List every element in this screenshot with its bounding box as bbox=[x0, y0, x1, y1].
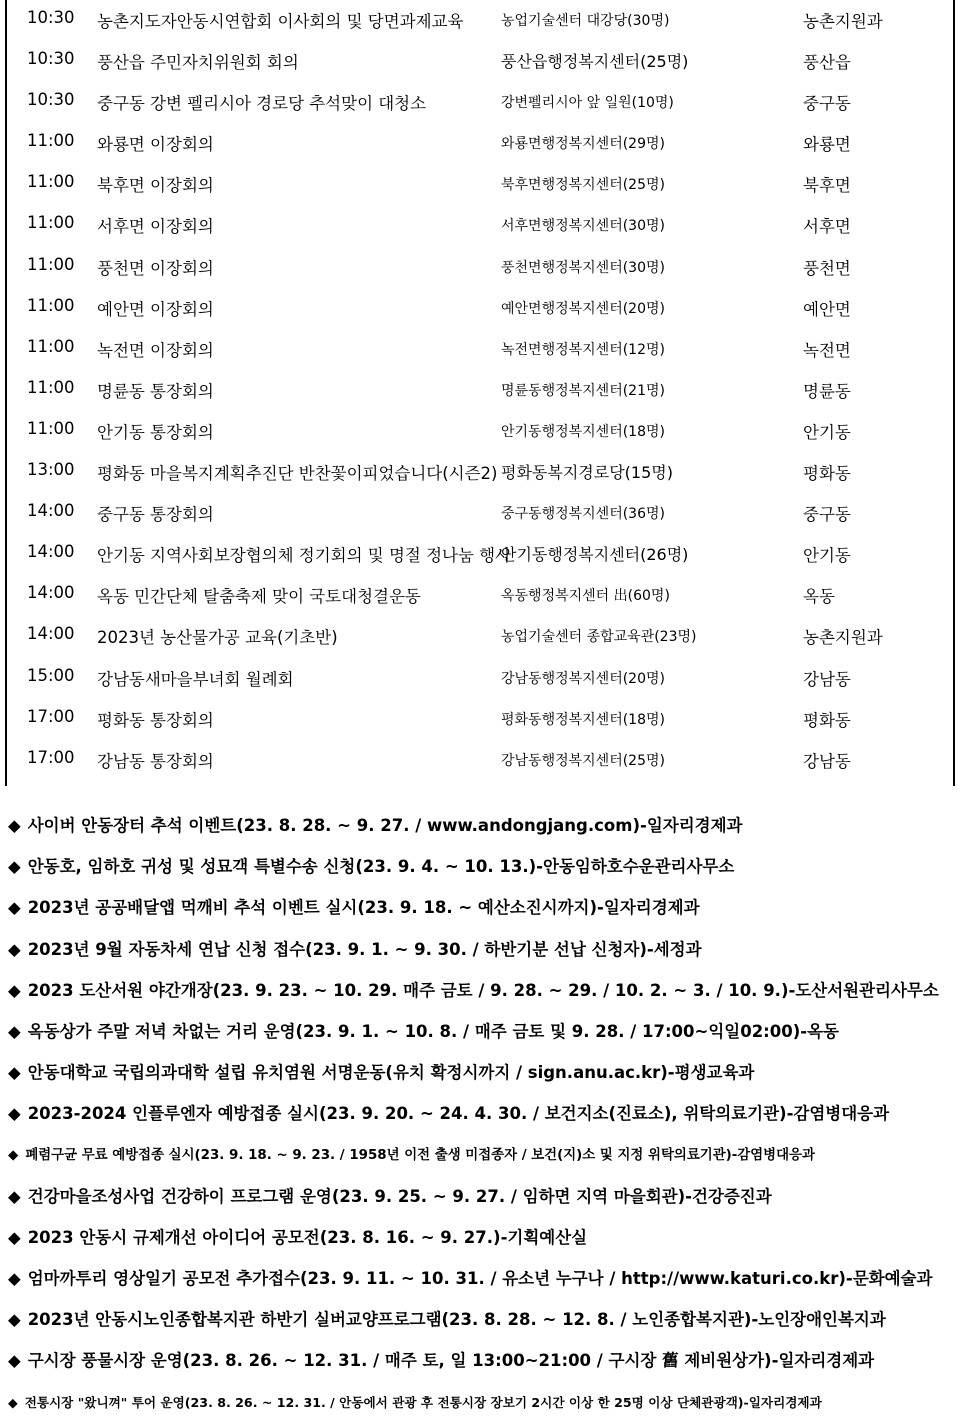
schedule-event: 안기동 지역사회보장협의체 정기회의 및 명절 정나눔 행사 bbox=[97, 546, 512, 566]
notice-item bbox=[0, 1217, 960, 1258]
schedule-place: 안기동행정복지센터(26명) bbox=[501, 545, 689, 565]
notice-item bbox=[0, 970, 960, 1011]
schedule-place: 평화동복지경로당(15명) bbox=[501, 463, 673, 483]
schedule-place: 서후면행정복지센터(30명) bbox=[501, 218, 665, 235]
schedule-place: 명륜동행정복지센터(21명) bbox=[501, 382, 665, 399]
schedule-time: 14:00 bbox=[27, 624, 75, 644]
notice-item bbox=[0, 1011, 960, 1052]
schedule-time: 11:00 bbox=[27, 295, 75, 315]
diamond-bullet-icon: ◆ bbox=[8, 1351, 21, 1371]
notice-item bbox=[0, 846, 960, 887]
diamond-bullet-icon: ◆ bbox=[8, 1269, 21, 1289]
table-row bbox=[0, 82, 960, 123]
schedule-dept: 서후면 bbox=[803, 217, 851, 237]
diamond-bullet-icon: ◆ bbox=[8, 980, 21, 1000]
table-row bbox=[0, 699, 960, 740]
schedule-event: 예안면 이장회의 bbox=[97, 299, 214, 319]
table-row bbox=[0, 247, 960, 288]
schedule-event: 녹전면 이장회의 bbox=[97, 340, 214, 360]
table-row bbox=[0, 123, 960, 164]
notice-item bbox=[0, 887, 960, 928]
schedule-time: 10:30 bbox=[27, 49, 75, 69]
schedule-time: 11:00 bbox=[27, 336, 75, 356]
schedule-event: 풍천면 이장회의 bbox=[97, 258, 214, 278]
schedule-dept: 농촌지원과 bbox=[803, 12, 883, 31]
schedule-dept: 강남동 bbox=[803, 751, 851, 771]
schedule-dept: 안기동 bbox=[803, 546, 851, 566]
schedule-event: 안기동 통장회의 bbox=[97, 422, 214, 442]
notice-text: 전통시장 "왔니껴" 투어 운영(23. 8. 26. ~ 12. 31. / 안동에서 관광 후 전통시장 장보기 2시간 이상 한 25명 이상 단체관광객)-일자리경제과 bbox=[24, 1394, 822, 1410]
notice-text: 안동호, 임하호 귀성 및 성묘객 특별수송 신청(23. 9. 4. ~ 10. 13.)-안동임하호수운관리사무소 bbox=[27, 857, 735, 877]
schedule-time: 14:00 bbox=[27, 583, 75, 603]
notice-item bbox=[0, 1340, 960, 1381]
table-row bbox=[0, 0, 960, 41]
notice-text: 2023 안동시 규제개선 아이디어 공모전(23. 8. 16. ~ 9. 27.)-기획예산실 bbox=[27, 1227, 588, 1247]
schedule-event: 옥동 민간단체 탈춤축제 맞이 국토대청결운동 bbox=[97, 587, 421, 607]
schedule-event: 강남동새마을부녀회 월례회 bbox=[97, 669, 294, 689]
schedule-event: 중구동 통장회의 bbox=[97, 505, 214, 525]
notice-text: 폐렴구균 무료 예방접종 실시(23. 9. 18. ~ 9. 23. / 1958년 이전 출생 미접종자 / 보건(지)소 및 지정 위탁의료기관)-감염병대응과 bbox=[25, 1147, 815, 1163]
schedule-time: 10:30 bbox=[27, 90, 75, 110]
diamond-bullet-icon: ◆ bbox=[8, 1021, 21, 1041]
notice-item bbox=[0, 1258, 960, 1299]
schedule-event: 북후면 이장회의 bbox=[97, 176, 214, 196]
notice-item bbox=[0, 805, 960, 846]
schedule-dept: 평화동 bbox=[803, 710, 851, 730]
diamond-bullet-icon: ◆ bbox=[8, 898, 21, 918]
notice-text: 옥동상가 주말 저녁 차없는 거리 운영(23. 9. 1. ~ 10. 8. / 매주 금토 및 9. 28. / 17:00~익일02:00)-옥동 bbox=[27, 1021, 839, 1041]
schedule-time: 11:00 bbox=[27, 213, 75, 233]
notice-item bbox=[0, 1299, 960, 1340]
table-row bbox=[0, 740, 960, 781]
schedule-dept: 중구동 bbox=[803, 505, 851, 525]
schedule-place: 강변펠리시아 앞 일원(10명) bbox=[501, 95, 674, 112]
notice-item bbox=[0, 1135, 960, 1176]
notice-text: 2023년 안동시노인종합복지관 하반기 실버교양프로그램(23. 8. 28. ~ 12. 8. / 노인종합복지관)-노인장애인복지과 bbox=[27, 1310, 886, 1330]
schedule-dept: 안기동 bbox=[803, 422, 851, 442]
schedule-dept: 옥동 bbox=[803, 587, 835, 607]
schedule-time: 10:30 bbox=[27, 8, 75, 27]
schedule-place: 안기동행정복지센터(18명) bbox=[501, 423, 665, 440]
schedule-place: 농업기술센터 대강당(30명) bbox=[501, 13, 670, 29]
schedule-event: 풍산읍 주민자치위원회 회의 bbox=[97, 53, 299, 73]
schedule-time: 11:00 bbox=[27, 131, 75, 151]
diamond-bullet-icon: ◆ bbox=[8, 939, 21, 959]
notice-text: 구시장 풍물시장 운영(23. 8. 26. ~ 12. 31. / 매주 토, 일 13:00~21:00 / 구시장 舊 제비원상가)-일자리경제과 bbox=[27, 1351, 875, 1371]
table-row bbox=[0, 164, 960, 205]
schedule-place: 평화동행정복지센터(18명) bbox=[501, 711, 665, 728]
notice-text: 안동대학교 국립의과대학 설립 유치염원 서명운동(유치 확정시까지 / sign.anu.ac.kr)-평생교육과 bbox=[27, 1063, 755, 1083]
schedule-time: 11:00 bbox=[27, 377, 75, 397]
schedule-place: 풍천면행정복지센터(30명) bbox=[501, 259, 665, 276]
schedule-dept: 녹전면 bbox=[803, 340, 851, 360]
table-row bbox=[0, 329, 960, 370]
diamond-bullet-icon: ◆ bbox=[8, 1104, 21, 1124]
schedule-event: 평화동 통장회의 bbox=[97, 710, 214, 730]
diamond-bullet-icon: ◆ bbox=[8, 1147, 19, 1163]
schedule-event: 서후면 이장회의 bbox=[97, 217, 214, 237]
schedule-time: 13:00 bbox=[27, 460, 75, 480]
schedule-time: 17:00 bbox=[27, 747, 75, 767]
schedule-place: 강남동행정복지센터(25명) bbox=[501, 752, 665, 769]
diamond-bullet-icon: ◆ bbox=[8, 816, 21, 835]
schedule-time: 14:00 bbox=[27, 542, 75, 562]
notice-text: 2023-2024 인플루엔자 예방접종 실시(23. 9. 20. ~ 24. 4. 30. / 보건지소(진료소), 위탁의료기관)-감염병대응과 bbox=[27, 1104, 890, 1124]
schedule-dept: 평화동 bbox=[803, 464, 851, 484]
notice-item bbox=[0, 1052, 960, 1093]
notice-text: 2023년 9월 자동차세 연납 신청 접수(23. 9. 1. ~ 9. 30. / 하반기분 선납 신청자)-세정과 bbox=[27, 939, 702, 959]
notice-item bbox=[0, 1093, 960, 1134]
schedule-time: 14:00 bbox=[27, 501, 75, 521]
schedule-event: 중구동 강변 펠리시아 경로당 추석맞이 대청소 bbox=[97, 94, 427, 114]
schedule-event: 2023년 농산물가공 교육(기초반) bbox=[97, 628, 338, 648]
schedule-dept: 풍천면 bbox=[803, 258, 851, 278]
notice-text: 사이버 안동장터 추석 이벤트(23. 8. 28. ~ 9. 27. / www.andongjang.com)-일자리경제과 bbox=[27, 816, 743, 835]
schedule-dept: 북후면 bbox=[803, 176, 851, 196]
notice-list bbox=[0, 805, 960, 1423]
schedule-place: 중구동행정복지센터(36명) bbox=[501, 506, 665, 523]
table-row bbox=[0, 493, 960, 534]
diamond-bullet-icon: ◆ bbox=[8, 1394, 18, 1410]
schedule-time: 15:00 bbox=[27, 665, 75, 685]
schedule-place: 북후면행정복지센터(25명) bbox=[501, 177, 665, 194]
schedule-place: 옥동행정복지센터 出(60명) bbox=[501, 588, 670, 605]
diamond-bullet-icon: ◆ bbox=[8, 1186, 21, 1206]
schedule-time: 11:00 bbox=[27, 254, 75, 274]
schedule-event: 농촌지도자안동시연합회 이사회의 및 당면과제교육 bbox=[97, 12, 464, 31]
schedule-time: 11:00 bbox=[27, 418, 75, 438]
table-row bbox=[0, 616, 960, 657]
table-row bbox=[0, 370, 960, 411]
schedule-place: 녹전면행정복지센터(12명) bbox=[501, 341, 665, 358]
notice-text: 2023 도산서원 야간개장(23. 9. 23. ~ 10. 29. 매주 금토 / 9. 28. ~ 29. / 10. 2. ~ 3. / 10. 9.)-도산서원관리사무소 bbox=[27, 980, 939, 1000]
notice-item bbox=[0, 1382, 960, 1423]
notice-item bbox=[0, 929, 960, 970]
schedule-event: 명륜동 통장회의 bbox=[97, 381, 214, 401]
schedule-event: 강남동 통장회의 bbox=[97, 751, 214, 771]
schedule-time: 11:00 bbox=[27, 172, 75, 192]
table-row bbox=[0, 452, 960, 493]
schedule-place: 풍산읍행정복지센터(25명) bbox=[501, 52, 689, 72]
schedule-place: 강남동행정복지센터(20명) bbox=[501, 670, 665, 687]
schedule-dept: 와룡면 bbox=[803, 135, 851, 155]
schedule-place: 예안면행정복지센터(20명) bbox=[501, 300, 665, 317]
table-row bbox=[0, 658, 960, 699]
table-row bbox=[0, 205, 960, 246]
diamond-bullet-icon: ◆ bbox=[8, 1063, 21, 1083]
schedule-dept: 강남동 bbox=[803, 669, 851, 689]
schedule-dept: 중구동 bbox=[803, 94, 851, 114]
schedule-dept: 예안면 bbox=[803, 299, 851, 319]
schedule-event: 평화동 마을복지계획추진단 반찬꽃이피었습니다(시즌2) bbox=[97, 464, 498, 484]
diamond-bullet-icon: ◆ bbox=[8, 857, 21, 877]
table-row bbox=[0, 411, 960, 452]
schedule-time: 17:00 bbox=[27, 706, 75, 726]
table-row bbox=[0, 41, 960, 82]
notice-text: 엄마까투리 영상일기 공모전 추가접수(23. 9. 11. ~ 10. 31. / 유소년 누구나 / http://www.katuri.co.kr)-문화예술과 bbox=[27, 1269, 933, 1289]
table-row bbox=[0, 288, 960, 329]
schedule-place: 와룡면행정복지센터(29명) bbox=[501, 136, 665, 153]
schedule-dept: 농촌지원과 bbox=[803, 628, 883, 648]
schedule-event: 와룡면 이장회의 bbox=[97, 135, 214, 155]
schedule-place: 농업기술센터 종합교육관(23명) bbox=[501, 629, 697, 646]
diamond-bullet-icon: ◆ bbox=[8, 1310, 21, 1330]
notice-text: 2023년 공공배달앱 먹깨비 추석 이벤트 실시(23. 9. 18. ~ 예산소진시까지)-일자리경제과 bbox=[27, 898, 700, 918]
notice-item bbox=[0, 1176, 960, 1217]
notice-text: 건강마을조성사업 건강하이 프로그램 운영(23. 9. 25. ~ 9. 27. / 임하면 지역 마을회관)-건강증진과 bbox=[27, 1186, 772, 1206]
table-row bbox=[0, 534, 960, 575]
diamond-bullet-icon: ◆ bbox=[8, 1227, 21, 1247]
schedule-dept: 풍산읍 bbox=[803, 53, 851, 73]
schedule-dept: 명륜동 bbox=[803, 381, 851, 401]
table-row bbox=[0, 575, 960, 616]
